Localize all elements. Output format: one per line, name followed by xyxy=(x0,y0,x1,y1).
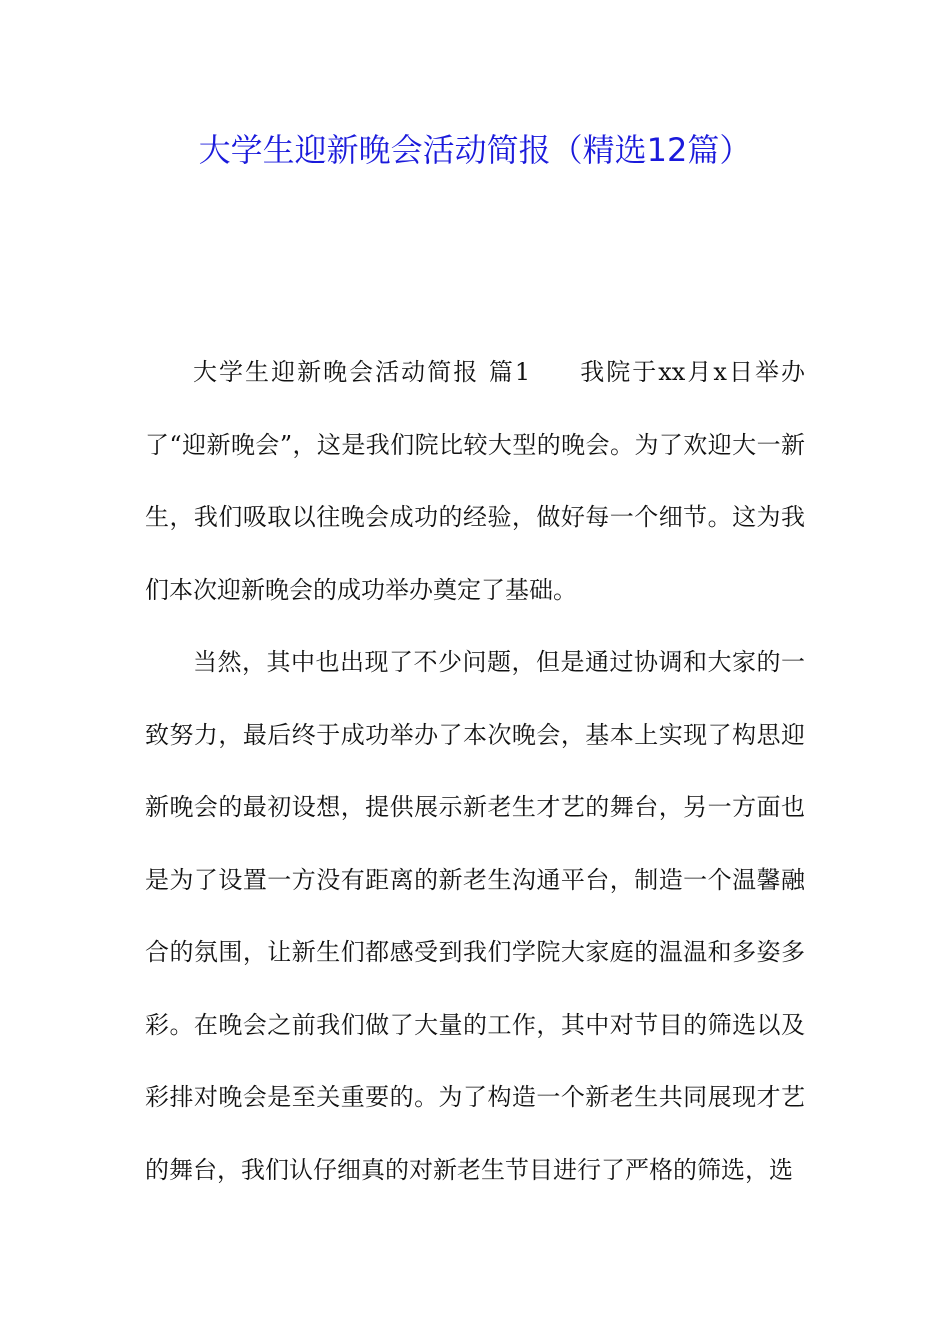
paragraph-1-text: 我院于xx月x日举办了“迎新晚会”，这是我们院比较大型的晚会。为了欢迎大一新生，我们吸取以往晚会成功的经验，做好每一个细节。这为我们本次迎新晚会的成功举办奠定了基础。 xyxy=(145,358,805,604)
paragraph-1 xyxy=(145,336,805,626)
section-heading: 大学生迎新晚会活动简报 篇1 xyxy=(193,358,531,386)
document-title: 大学生迎新晚会活动简报（精选12篇） xyxy=(198,131,752,169)
paragraph-2: 当然，其中也出现了不少问题，但是通过协调和大家的一致努力，最后终于成功举办了本次晚会，基本上实现了构思迎新晚会的最初设想，提供展示新老生才艺的舞台，另一方面也是为了设置一方没有距离的新老生沟通平台，制造一个温馨融合的氛围，让新生们都感受到我们学院大家庭的温温和多姿多彩。在晚会之前我们做了大量的工作，其中对节目的筛选以及彩排对晚会是至关重要的。为了构造一个新老生共同展现才艺的舞台，我们认仔细真的对新老生节目进行了严格的筛选，选 xyxy=(145,648,805,1184)
document-body xyxy=(145,336,805,1206)
